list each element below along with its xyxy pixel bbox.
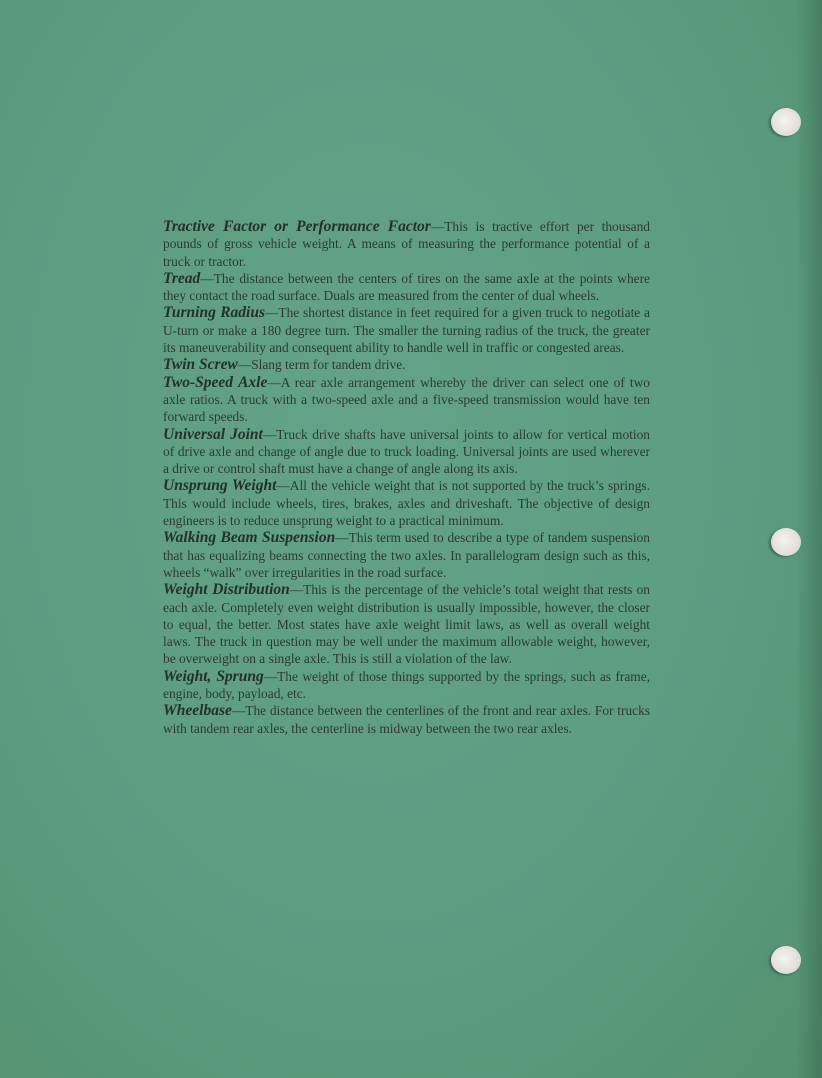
glossary-definition: —This is tractive effort per thousand pounds of gross vehicle weight. A means of measuring the performance potential of a truck or tractor. [163, 219, 650, 269]
glossary-definition: —The shortest distance in feet required for a given truck to negotiate a U-turn or make a 180 degree turn. The smaller the turning radius of the truck, the greater its maneuverability and consequent ability to handle well in traffic or congested areas. [163, 305, 650, 356]
glossary-term: Two-Speed Axle [163, 373, 268, 391]
glossary-definition: —The weight of those things supported by the springs, such as frame, engine, body, payload, etc. [163, 668, 651, 702]
binder-hole-middle [771, 528, 801, 556]
glossary-definition: —All the vehicle weight that is not supported by the truck’s springs. This would include wheels, tires, brakes, axles and driveshaft. The objective of design engineers is to reduce unsprung weight to a practical minimum. [163, 478, 650, 529]
glossary-entry [163, 374, 650, 426]
glossary-term: Unsprung Weight [163, 477, 277, 495]
glossary-term: Tread [163, 269, 201, 287]
binder-hole-top [771, 108, 801, 136]
glossary-definition: —This is the percentage of the vehicle’s total weight that rests on each axle. Completely even weight distribution is usually impossible, however, the closer to equal, the better. Most states have axle weight limit laws, as well as overall weight laws. The truck in question may be well under the maximum allowable weight, however, be overweight on a single axle. This is still a violation of the law. [163, 582, 650, 667]
glossary-term: Tractive Factor or Performance Factor [163, 218, 431, 235]
glossary-entry [163, 270, 650, 305]
glossary-term: Twin Screw [163, 356, 238, 374]
glossary-definition: —Slang term for tandem drive. [237, 357, 406, 373]
glossary-term: Wheelbase [163, 702, 232, 720]
glossary-term: Weight, Sprung [163, 667, 264, 685]
glossary-definition: —The distance between the centerlines of the front and rear axles. For trucks with tandem rear axles, the centerline is midway between the two rear axles. [163, 703, 650, 736]
glossary-entry [163, 218, 650, 270]
glossary-term: Universal Joint [163, 425, 263, 443]
glossary-entry [163, 426, 650, 478]
glossary-entry [163, 477, 650, 529]
glossary-term: Walking Beam Suspension [163, 529, 336, 547]
glossary-term: Weight Distribution [163, 581, 290, 599]
glossary-definition: —Truck drive shafts have universal joints to allow for vertical motion of drive axle and change of angle due to truck loading. Universal joints are used wherever a drive or control shaft must have a change of angle along its axis. [163, 426, 651, 477]
glossary-definition: —The distance between the centers of tires on the same axle at the points where they contact the road surface. Duals are measured from the center of dual wheels. [163, 270, 650, 304]
glossary-term: Turning Radius [163, 304, 265, 322]
glossary-definition: —A rear axle arrangement whereby the driver can select one of two axle ratios. A truck with a two-speed axle and a five-speed transmission would have ten forward speeds. [163, 374, 650, 425]
glossary-list [163, 218, 650, 737]
glossary-entry [163, 668, 650, 703]
glossary-entry [163, 702, 650, 737]
glossary-entry [163, 529, 650, 581]
glossary-entry [163, 304, 650, 356]
glossary-entry [163, 581, 650, 667]
glossary-definition: —This term used to describe a type of tandem suspension that has equalizing beams connecting the two axles. In parallelogram design such as this, wheels “walk” over irregularities in the road surface. [163, 530, 650, 580]
glossary-entry [163, 356, 650, 373]
binder-hole-bottom [771, 946, 801, 974]
